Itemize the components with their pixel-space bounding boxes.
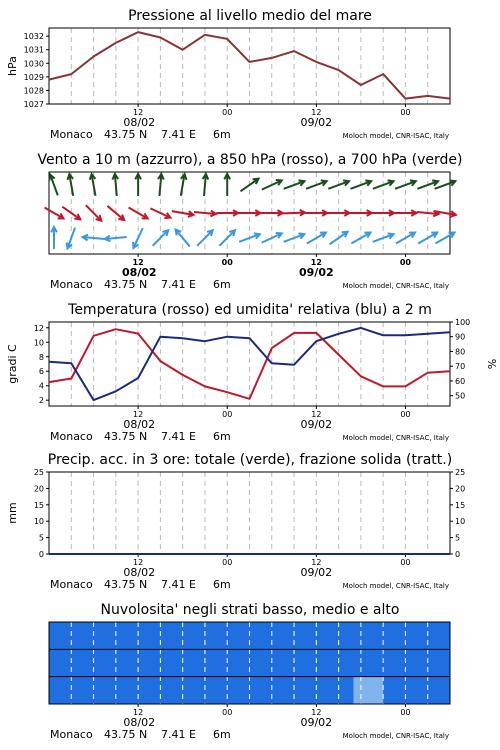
y-tick-label: 20 <box>33 484 44 494</box>
y-tick-label: 4 <box>38 381 44 391</box>
y-tick-label: 1027 <box>23 100 44 109</box>
wind-arrow <box>219 230 235 246</box>
x-tick-label: 12 <box>133 410 144 419</box>
x-date-label: 09/02 <box>299 266 334 279</box>
x-tick-label: 00 <box>222 708 233 717</box>
location-elevation: 6m <box>213 430 231 443</box>
x-date-label: 09/02 <box>300 418 333 431</box>
y-tick-label-right: 50 <box>455 391 466 401</box>
panel-title: Pressione al livello medio del mare <box>128 8 372 24</box>
wind-arrow <box>330 232 348 245</box>
wind-arrow <box>67 174 73 196</box>
model-credit: Moloch model, CNR-ISAC, Italy <box>342 282 449 290</box>
y-tick-label-right: 20 <box>455 484 466 494</box>
x-tick-label: 12 <box>311 410 322 419</box>
location-name: Monaco <box>50 128 93 141</box>
y-tick-label: 5 <box>38 533 44 543</box>
location-lon: 7.41 E <box>161 578 196 591</box>
wind-arrow <box>49 175 57 196</box>
location-lat: 43.75 N <box>104 578 148 591</box>
wind-arrow <box>351 233 370 244</box>
wind-arrow <box>396 233 415 244</box>
y-tick-label: 1031 <box>23 45 44 55</box>
wind-arrow <box>197 230 213 246</box>
model-credit: Moloch model, CNR-ISAC, Italy <box>342 132 449 140</box>
panel-title: Temperatura (rosso) ed umidita' relativa (blu) a 2 m <box>68 302 432 318</box>
wind-arrow <box>284 233 305 241</box>
location-lon: 7.41 E <box>161 430 196 443</box>
location-lat: 43.75 N <box>104 128 148 141</box>
wind-arrow <box>373 233 394 241</box>
y-axis-label-right: % <box>485 358 498 370</box>
model-credit: Moloch model, CNR-ISAC, Italy <box>342 434 449 442</box>
y-axis-label: mm <box>6 502 19 524</box>
location-elevation: 6m <box>213 728 231 741</box>
x-tick-label: 12 <box>133 708 144 717</box>
y-tick-label: 1030 <box>23 59 44 69</box>
x-tick-label: 00 <box>400 558 411 567</box>
precip-panel <box>6 452 465 591</box>
x-tick-label: 00 <box>400 108 411 117</box>
x-date-label: 09/02 <box>300 116 333 129</box>
x-date-label: 09/02 <box>300 716 333 729</box>
y-tick-label-right: 5 <box>455 533 461 543</box>
wind-arrow <box>153 230 169 246</box>
location-name: Monaco <box>50 578 93 591</box>
y-tick-label-right: 100 <box>455 318 471 327</box>
x-date-label: 08/02 <box>123 418 156 431</box>
x-date-label: 08/02 <box>121 266 157 279</box>
location-name: Monaco <box>50 430 93 443</box>
panel-title: Vento a 10 m (azzurro), a 850 hPa (rosso), a 700 hPa (verde) <box>37 152 463 168</box>
x-tick-label: 00 <box>222 410 233 419</box>
location-lon: 7.41 E <box>161 728 196 741</box>
x-date-label: 08/02 <box>123 566 156 579</box>
y-axis-label: gradi C <box>6 344 19 384</box>
y-tick-label: 6 <box>38 367 44 377</box>
wind-arrow <box>224 174 230 196</box>
x-date-label: 08/02 <box>123 116 156 129</box>
wind-arrow <box>435 233 454 244</box>
x-tick-label: 00 <box>400 410 411 419</box>
pressure-panel <box>6 8 450 141</box>
panel-title: Nuvolosita' negli strati basso, medio e alto <box>100 602 400 618</box>
y-tick-label: 2 <box>38 396 44 406</box>
location-lon: 7.41 E <box>161 278 196 291</box>
x-tick-label: 00 <box>399 258 412 267</box>
location-elevation: 6m <box>213 128 231 141</box>
y-tick-label: 10 <box>33 517 44 527</box>
y-tick-label-right: 15 <box>455 500 466 510</box>
y-tick-label-right: 25 <box>455 468 466 477</box>
wind-arrow <box>90 174 96 196</box>
model-credit: Moloch model, CNR-ISAC, Italy <box>342 732 449 740</box>
wind-arrow <box>239 233 260 241</box>
x-tick-label: 12 <box>133 108 144 117</box>
clouds-panel <box>49 602 450 741</box>
temp_humidity-panel <box>6 302 498 443</box>
x-tick-label: 00 <box>222 108 233 117</box>
x-tick-label: 00 <box>222 558 233 567</box>
y-tick-label-right: 0 <box>455 550 461 559</box>
location-lat: 43.75 N <box>104 728 148 741</box>
x-tick-label: 12 <box>133 558 144 567</box>
y-tick-label: 0 <box>38 550 44 559</box>
x-tick-label: 12 <box>311 708 322 717</box>
location-elevation: 6m <box>213 278 231 291</box>
x-tick-label: 00 <box>221 258 233 267</box>
wind-arrow <box>135 174 141 196</box>
wind-arrow <box>51 227 57 249</box>
location-lat: 43.75 N <box>104 278 148 291</box>
wind-arrow <box>262 233 282 243</box>
panel-title: Precip. acc. in 3 ore: totale (verde), frazione solida (tratt.) <box>47 452 453 468</box>
y-tick-label: 25 <box>33 468 44 477</box>
y-axis-label: hPa <box>6 56 19 76</box>
x-tick-label: 12 <box>310 258 322 267</box>
x-date-label: 09/02 <box>300 566 333 579</box>
y-tick-label: 15 <box>33 500 44 510</box>
model-credit: Moloch model, CNR-ISAC, Italy <box>342 582 449 590</box>
y-tick-label-right: 70 <box>455 362 466 372</box>
location-lat: 43.75 N <box>104 430 148 443</box>
y-tick-label: 8 <box>38 352 44 362</box>
location-elevation: 6m <box>213 578 231 591</box>
x-tick-label: 00 <box>400 708 411 717</box>
wind-arrow <box>176 230 190 247</box>
cloud-cell-low <box>353 677 383 704</box>
wind-arrow <box>240 179 258 192</box>
x-tick-label: 12 <box>311 108 322 117</box>
wind-arrow <box>181 174 187 196</box>
wind-panel <box>37 152 462 291</box>
x-tick-label: 12 <box>132 258 144 267</box>
location-name: Monaco <box>50 728 93 741</box>
y-tick-label-right: 80 <box>455 347 466 357</box>
y-tick-label: 1029 <box>23 72 44 82</box>
location-lon: 7.41 E <box>161 128 196 141</box>
wind-arrow <box>418 233 437 244</box>
y-tick-label-right: 10 <box>455 517 466 527</box>
wind-arrow <box>44 208 63 219</box>
location-name: Monaco <box>50 278 93 291</box>
wind-arrow <box>307 233 326 244</box>
wind-arrow <box>133 228 143 248</box>
y-tick-label: 1032 <box>23 32 44 42</box>
y-tick-label: 12 <box>33 323 44 333</box>
y-tick-label: 1028 <box>23 86 44 96</box>
y-tick-label: 10 <box>33 338 44 348</box>
x-tick-label: 12 <box>311 558 322 567</box>
y-tick-label-right: 60 <box>455 376 466 386</box>
x-date-label: 08/02 <box>123 716 156 729</box>
y-tick-label-right: 90 <box>455 332 466 342</box>
